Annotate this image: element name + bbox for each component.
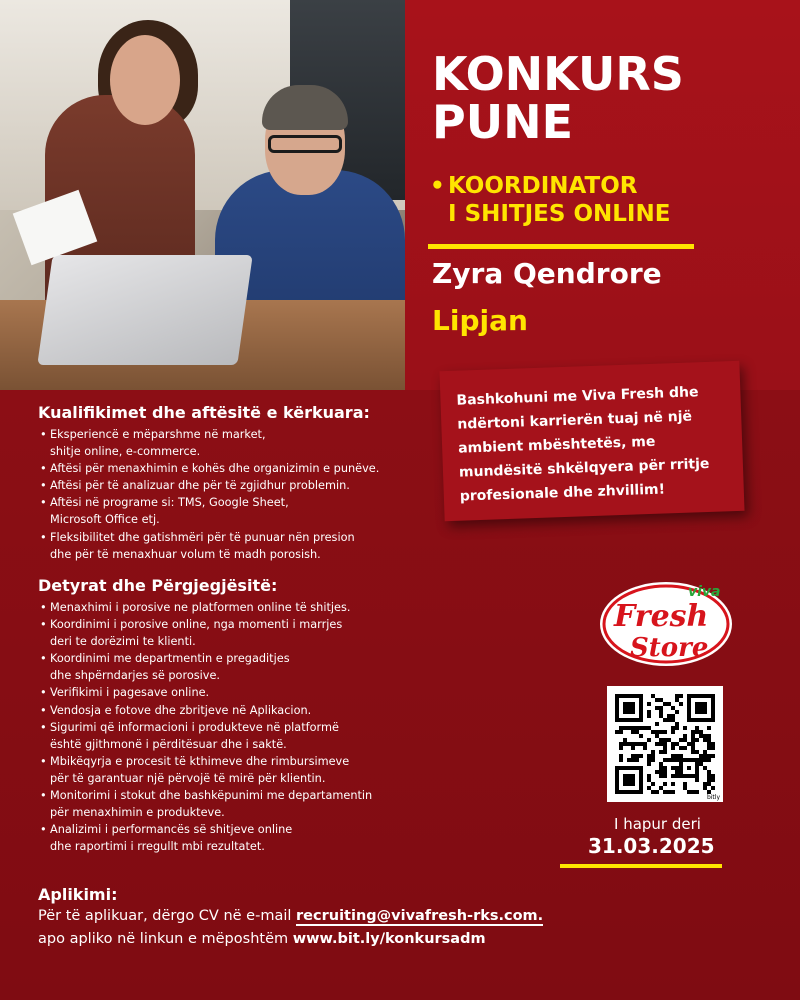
promo-box bbox=[439, 361, 744, 521]
list-item: • Menaxhimi i porosive ne platformen online të shitjes. bbox=[40, 599, 372, 616]
list-item: • Eksperiencë e mëparshme në market, shitje online, e-commerce. bbox=[40, 426, 379, 460]
apply-line-email bbox=[38, 908, 543, 924]
office-name: Zyra Qendrore bbox=[432, 257, 662, 290]
photo-glasses bbox=[268, 135, 342, 153]
deadline-underline bbox=[560, 864, 722, 868]
list-item: • Verifikimi i pagesave online. bbox=[40, 684, 372, 701]
title-line-2: PUNE bbox=[432, 95, 573, 149]
deadline-label: I hapur deri bbox=[614, 815, 701, 833]
position-line-1: KOORDINATOR bbox=[448, 173, 638, 199]
title-divider bbox=[428, 244, 694, 249]
apply-email-link[interactable]: recruiting@vivafresh-rks.com. bbox=[296, 908, 544, 924]
logo-word-viva: viva bbox=[688, 584, 721, 600]
photo-woman-face bbox=[110, 35, 180, 125]
apply-heading: Aplikimi: bbox=[38, 885, 118, 904]
qr-code-graphic bbox=[615, 694, 715, 794]
apply-url-link[interactable]: www.bit.ly/konkursadm bbox=[292, 931, 486, 947]
position-line-2: I SHITJES ONLINE bbox=[448, 201, 671, 227]
list-item: • Mbikëqyrja e procesit të kthimeve dhe rimbursimeve për të garantuar një përvojë të mirë për klientin. bbox=[40, 753, 372, 787]
page-title bbox=[432, 47, 792, 149]
apply-line-link bbox=[38, 931, 486, 947]
qr-code[interactable] bbox=[607, 686, 723, 802]
list-item: • Aftësi në programe si: TMS, Google Sheet, Microsoft Office etj. bbox=[40, 494, 379, 528]
office-photo bbox=[0, 0, 405, 390]
logo-word-fresh: Fresh bbox=[614, 599, 709, 634]
list-item: • Koordinimi i porosive online, nga momenti i marrjes deri te dorëzimi te klienti. bbox=[40, 616, 372, 650]
qr-label: bitly bbox=[706, 794, 720, 801]
list-item: • Fleksibilitet dhe gatishmëri për të punuar nën presion dhe për të menaxhuar volum të madh porosish. bbox=[40, 529, 379, 563]
apply-link-prefix: apo apliko në linkun e mëposhtëm bbox=[38, 931, 293, 947]
job-position bbox=[430, 172, 790, 228]
promo-text: Bashkohuni me Viva Fresh dhe ndërtoni karrierën tuaj në një ambient mbështetës, me mundësitë shkëlqyera për rritje profesionale dhe zhvillim! bbox=[456, 384, 710, 505]
office-city: Lipjan bbox=[432, 304, 528, 337]
list-item: • Analizimi i performancës së shitjeve online dhe raportimi i rregullt mbi rezultatet. bbox=[40, 821, 372, 855]
title-line-1: KONKURS bbox=[432, 47, 684, 101]
list-item: • Aftësi për të analizuar dhe për të zgjidhur problemin. bbox=[40, 477, 379, 494]
position-bullet: • bbox=[430, 173, 445, 199]
list-item: • Koordinimi me departmentin e pregaditjes dhe shpërndarjes së porosive. bbox=[40, 650, 372, 684]
duties-list bbox=[40, 599, 372, 855]
duties-heading: Detyrat dhe Përgjegjësitë: bbox=[38, 576, 278, 595]
list-item: • Monitorimi i stokut dhe bashkëpunimi me departamentin për menaxhimin e produkteve. bbox=[40, 787, 372, 821]
list-item: • Sigurimi që informacioni i produkteve në platformë është gjithmonë i përditësuar dhe i saktë. bbox=[40, 719, 372, 753]
qualifications-list bbox=[40, 426, 379, 563]
photo-laptop bbox=[37, 255, 252, 365]
list-item: • Vendosja e fotove dhe zbritjeve në Aplikacion. bbox=[40, 702, 372, 719]
viva-fresh-store-logo bbox=[596, 574, 736, 670]
apply-email-prefix: Për të aplikuar, dërgo CV në e-mail bbox=[38, 908, 297, 924]
deadline-date: 31.03.2025 bbox=[588, 834, 715, 858]
list-item: • Aftësi për menaxhimin e kohës dhe organizimin e punëve. bbox=[40, 460, 379, 477]
qualifications-heading: Kualifikimet dhe aftësitë e kërkuara: bbox=[38, 403, 370, 422]
logo-word-store: Store bbox=[630, 633, 709, 663]
